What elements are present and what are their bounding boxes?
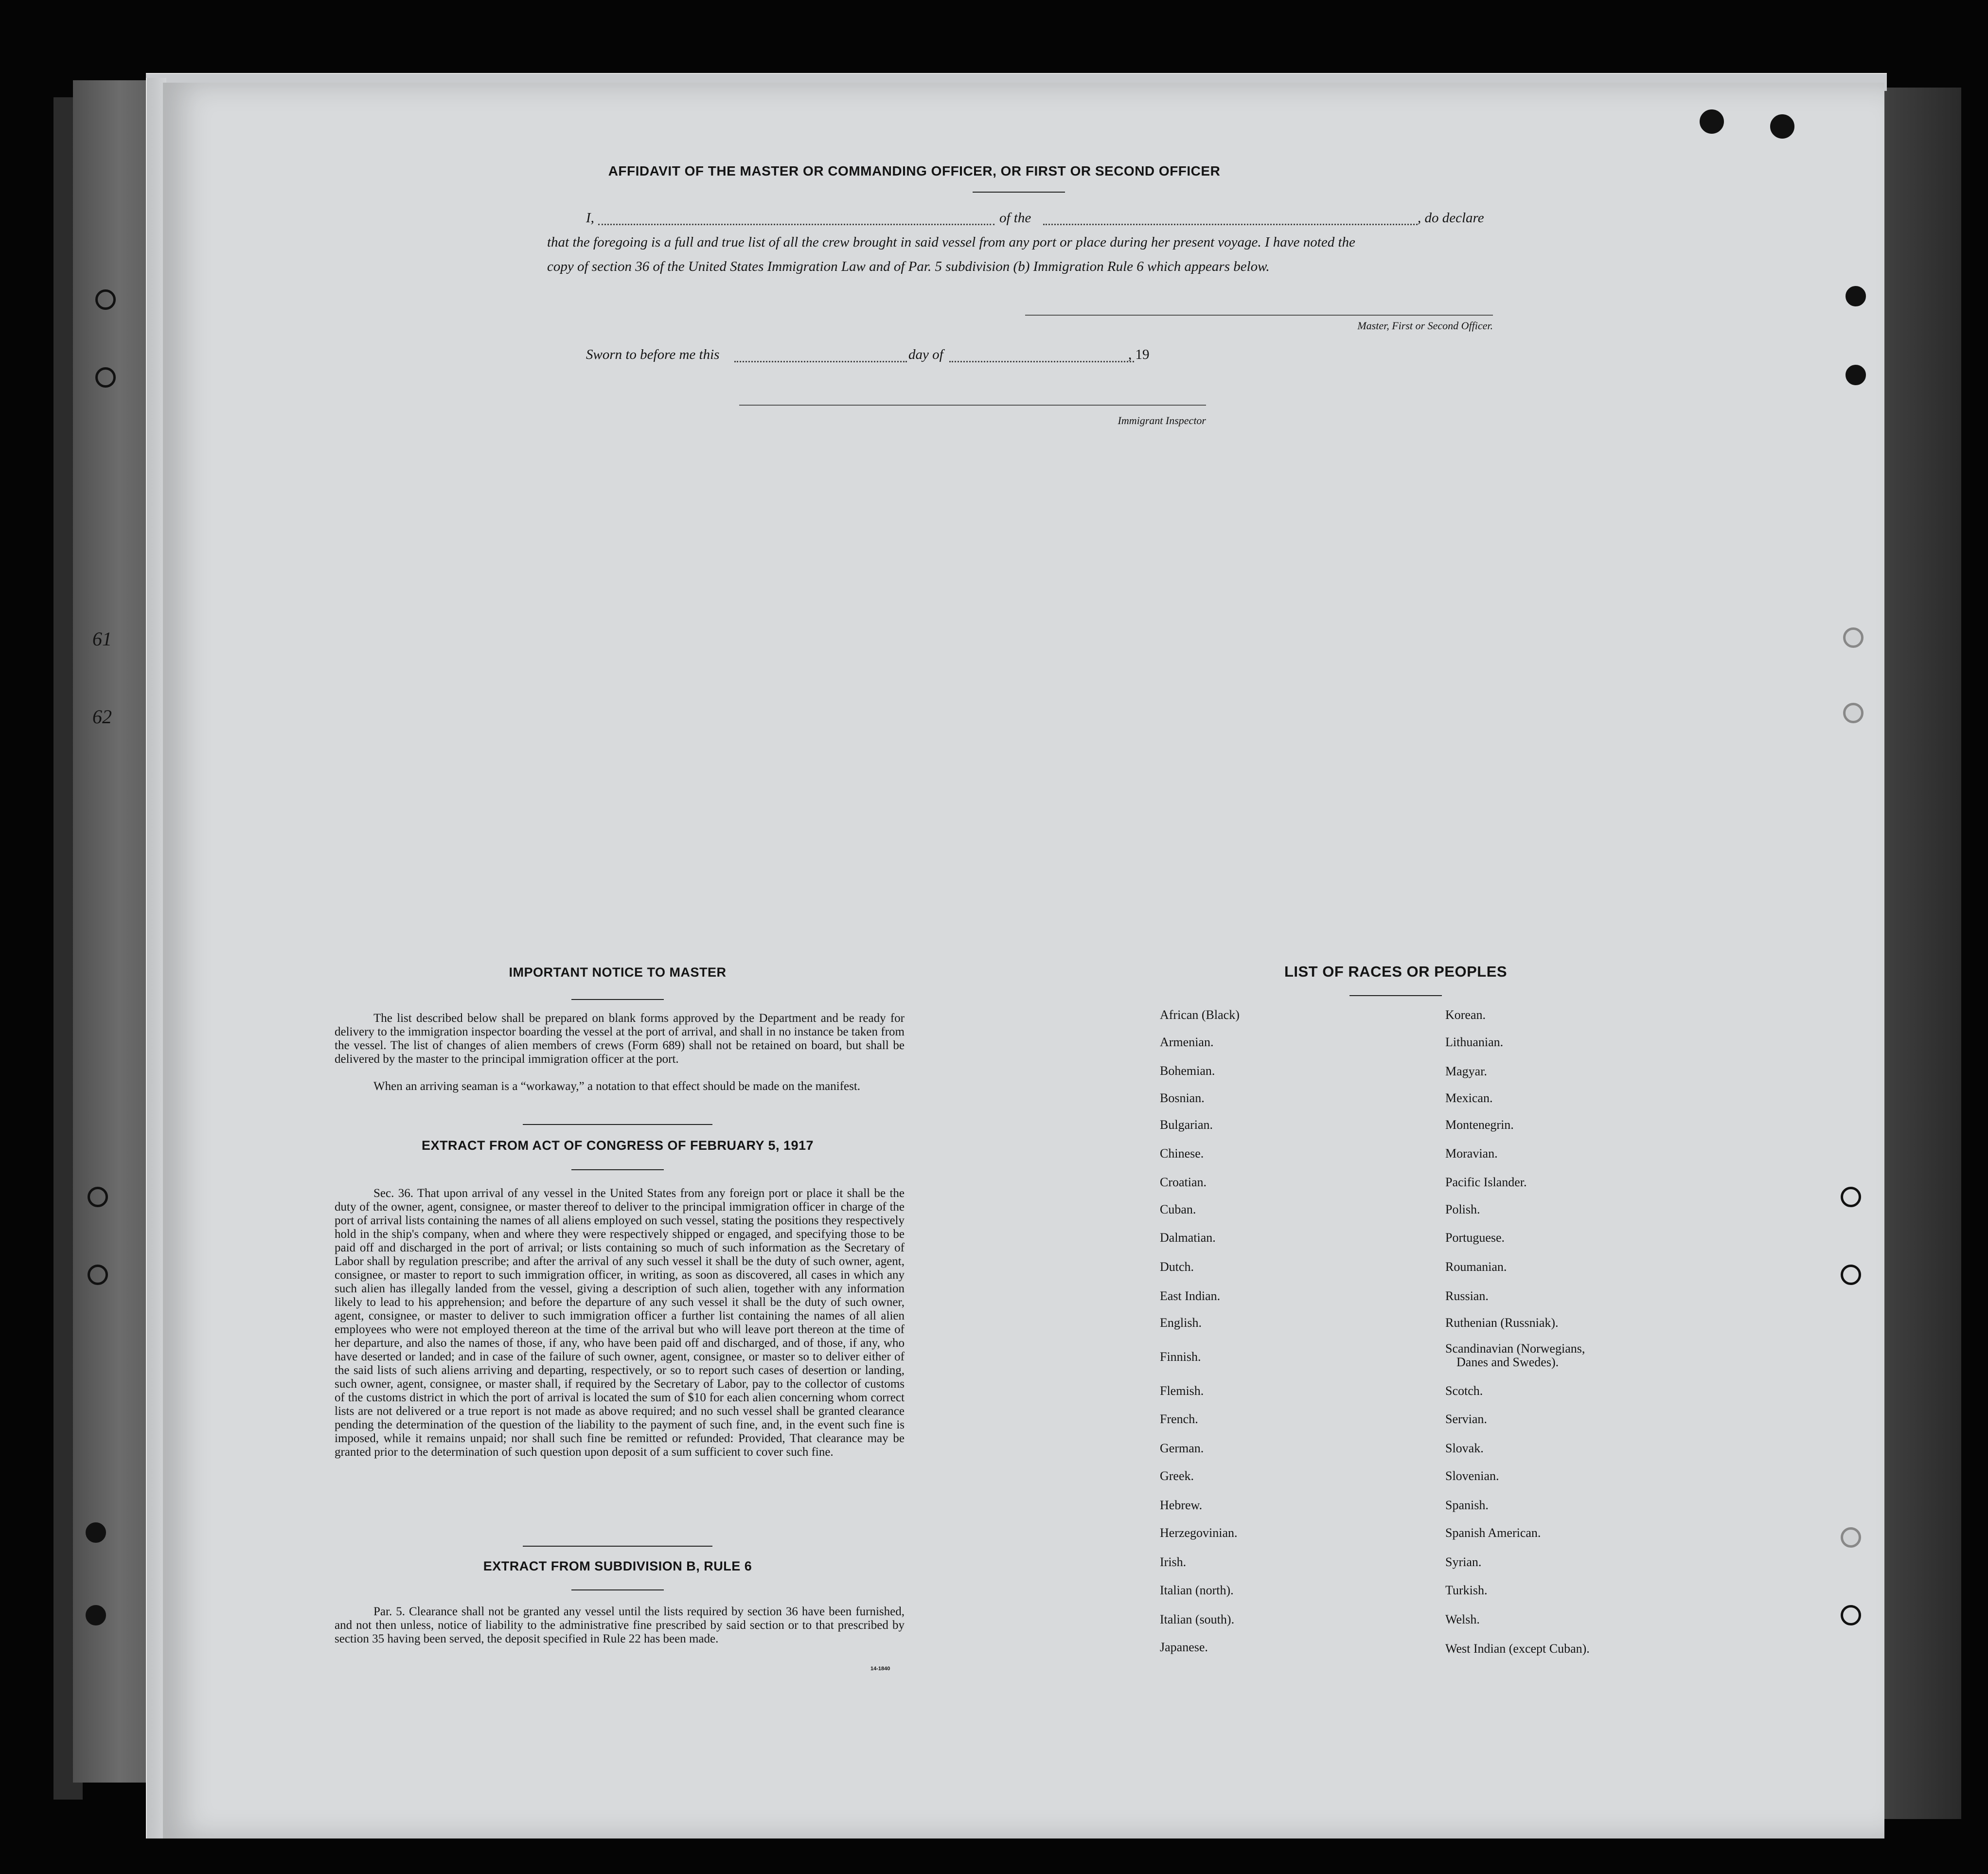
race-item: Greek.	[1160, 1469, 1194, 1483]
race-item: Chinese.	[1160, 1146, 1204, 1160]
race-item: Croatian.	[1160, 1175, 1207, 1189]
extract-act-title: EXTRACT FROM ACT OF CONGRESS OF FEBRUARY 5, 1917	[421, 1138, 814, 1153]
affidavit-line2: that the foregoing is a full and true list of all the crew brought in said vessel from any port or place during her present voyage. I have noted the	[547, 234, 1355, 250]
race-item: African (Black)	[1160, 1008, 1240, 1022]
race-item: Dutch.	[1160, 1260, 1194, 1274]
affidavit-line3: copy of section 36 of the United States Immigration Law and of Par. 5 subdivision (b) Immigration Rule 6 which appears below.	[547, 259, 1270, 274]
punch-hole-icon	[1846, 365, 1866, 385]
form-number: 14-1840	[870, 1666, 890, 1672]
document-page	[163, 83, 1884, 1838]
punch-hole-icon	[1841, 1265, 1861, 1285]
race-item: West Indian (except Cuban).	[1445, 1642, 1590, 1656]
race-item: Mexican.	[1445, 1091, 1493, 1105]
divider	[571, 999, 664, 1000]
punch-hole-icon	[1843, 627, 1864, 648]
sworn-year: , 19	[1128, 347, 1150, 362]
race-item: Bosnian.	[1160, 1091, 1205, 1105]
race-item: Roumanian.	[1445, 1260, 1507, 1274]
punch-hole-icon	[95, 289, 116, 310]
sworn-prefix: Sworn to before me this	[586, 347, 720, 362]
binder-ring-icon	[1700, 109, 1724, 134]
notice-title: IMPORTANT NOTICE TO MASTER	[509, 965, 727, 980]
punch-hole-icon	[88, 1265, 108, 1285]
notice-para2: When an arriving seaman is a “workaway,” a notation to that effect should be made on the manifest.	[373, 1080, 861, 1093]
race-item: Russian.	[1445, 1289, 1489, 1303]
inspector-label: Immigrant Inspector	[1118, 414, 1206, 427]
punch-hole-icon	[95, 367, 116, 388]
race-item: Dalmatian.	[1160, 1231, 1216, 1245]
punch-hole-icon	[1841, 1527, 1861, 1548]
margin-note: 62	[92, 706, 112, 728]
race-item: Cuban.	[1160, 1202, 1196, 1216]
extract-rule-title: EXTRACT FROM SUBDIVISION B, RULE 6	[483, 1559, 752, 1573]
race-item: Danes and Swedes).	[1456, 1355, 1559, 1369]
signature-line	[1025, 315, 1493, 316]
punch-hole-icon	[1841, 1605, 1861, 1625]
race-item: Herzegovinian.	[1160, 1526, 1238, 1540]
day-blank	[734, 361, 907, 362]
binder-ring-icon	[1770, 114, 1794, 139]
notice-para1: The list described below shall be prepared on blank forms approved by the Department and be ready for delivery to the immigration inspector boarding the vessel at the port of arrival, and shall in no instance be taken from the vessel. The list of changes of alien members of crews (Form 689) shall not be retained on board, but shall be delivered by the master to the principal immigration officer at the port.	[335, 1012, 905, 1066]
affidavit-declare: , do declare	[1418, 210, 1484, 226]
inspector-signature-line	[739, 405, 1206, 406]
divider	[1349, 995, 1442, 996]
signature-label: Master, First or Second Officer.	[1357, 320, 1493, 332]
divider	[523, 1546, 712, 1547]
race-item: Welsh.	[1445, 1612, 1480, 1626]
race-item: East Indian.	[1160, 1289, 1221, 1303]
extract-rule-text: Par. 5. Clearance shall not be granted any vessel until the lists required by section 36 have been furnished, and not then unless, notice of liability to the administrative fine prescribed by said section or to that prescribed by section 35 having been served, the deposit specified in Rule 22 has been made.	[335, 1605, 905, 1645]
race-item: French.	[1160, 1412, 1198, 1426]
race-item: Hebrew.	[1160, 1498, 1203, 1512]
punch-hole-icon	[86, 1605, 106, 1625]
race-item: Scotch.	[1445, 1384, 1483, 1398]
affidavit-title: AFFIDAVIT OF THE MASTER OR COMMANDING OFFICER, OR FIRST OR SECOND OFFICER	[608, 163, 1221, 178]
race-item: Japanese.	[1160, 1640, 1208, 1654]
name-blank	[598, 224, 994, 225]
race-item: Turkish.	[1445, 1583, 1488, 1597]
race-item: Irish.	[1160, 1555, 1187, 1569]
race-item: Armenian.	[1160, 1035, 1214, 1049]
divider	[973, 192, 1065, 193]
race-item: Korean.	[1445, 1008, 1486, 1022]
race-item: Slovak.	[1445, 1441, 1484, 1455]
races-title: LIST OF RACES OR PEOPLES	[1284, 963, 1508, 980]
race-item: Spanish.	[1445, 1498, 1489, 1512]
punch-hole-icon	[88, 1187, 108, 1207]
race-item: Spanish American.	[1445, 1526, 1541, 1540]
race-item: Italian (south).	[1160, 1612, 1235, 1626]
divider	[523, 1124, 712, 1125]
race-item: Bohemian.	[1160, 1064, 1215, 1078]
sworn-day: day of	[908, 347, 943, 362]
race-item: Scandinavian (Norwegians,	[1445, 1341, 1585, 1356]
punch-hole-icon	[1843, 703, 1864, 723]
race-item: Slovenian.	[1445, 1469, 1499, 1483]
extract-act-text: Sec. 36. That upon arrival of any vessel in the United States from any foreign port or place it shall be the duty of the owner, agent, consignee, or master thereof to deliver to the principal immigration officer in charge of the port of arrival lists containing the names of all aliens employed on such vessel, stating the positions they respectively hold in the ship's company, when and where they were respectively shipped or engaged, and specifying those to be paid off and discharged in the port of arrival; or lists containing so much of such information as the Secretary of Labor shall by regulation prescribe; and after the arrival of any such vessel it shall be the duty of such owner, agent, consignee, or master to report to such immigration officer, in writing, as soon as discovered, all cases in which any such alien has illegally landed from the vessel, giving a description of such alien, together with any information likely to lead to his apprehension; and before the departure of any such vessel it shall be the duty of such owner, agent, consignee, or master to deliver to such immigration officer a further list containing the names of all alien employees who were not employed thereon at the time of the arrival but who will leave port thereon at the time of her departure, and also the names of those, if any, who have been paid off and discharged, and of those, if any, who have deserted or landed; and in case of the failure of such owner, agent, consignee, or master so to deliver either of the said lists of such aliens arriving and departing, respectively, or so to report such cases of desertion or landing, such owner, agent, consignee, or master shall, if required by the Secretary of Labor, pay to the collector of customs of the customs district in which the port of arrival is located the sum of $10 for each alien concerning whom correct lists are not delivered or a true report is not made as above required; and no such vessel shall be granted clearance pending the determination of the question of the liability to the payment of such fine, and, in the event such fine is imposed, while it remains unpaid; nor shall such fine be remitted or refunded: Provided, That clearance may be granted prior to the determination of such question upon deposit of a sum sufficient to cover such fine.	[335, 1187, 905, 1459]
margin-note: 61	[92, 628, 112, 650]
race-item: Montenegrin.	[1445, 1118, 1514, 1132]
punch-hole-icon	[1846, 286, 1866, 306]
vessel-blank	[1043, 224, 1418, 225]
race-item: Portuguese.	[1445, 1231, 1505, 1245]
race-item: Finnish.	[1160, 1350, 1201, 1364]
race-item: Moravian.	[1445, 1146, 1498, 1160]
race-item: Syrian.	[1445, 1555, 1482, 1569]
race-item: Ruthenian (Russniak).	[1445, 1316, 1559, 1330]
race-item: German.	[1160, 1441, 1204, 1455]
divider	[571, 1589, 664, 1590]
divider	[571, 1169, 664, 1170]
affidavit-i: I,	[586, 210, 594, 226]
affidavit-of-the: of the	[999, 210, 1031, 226]
race-item: Servian.	[1445, 1412, 1487, 1426]
punch-hole-icon	[86, 1522, 106, 1543]
punch-hole-icon	[1841, 1187, 1861, 1207]
race-item: Magyar.	[1445, 1064, 1487, 1078]
race-item: English.	[1160, 1316, 1202, 1330]
race-item: Bulgarian.	[1160, 1118, 1213, 1132]
race-item: Italian (north).	[1160, 1583, 1234, 1597]
race-item: Pacific Islander.	[1445, 1175, 1527, 1189]
month-blank	[949, 361, 1134, 362]
race-item: Polish.	[1445, 1202, 1480, 1216]
race-item: Flemish.	[1160, 1384, 1204, 1398]
race-item: Lithuanian.	[1445, 1035, 1504, 1049]
